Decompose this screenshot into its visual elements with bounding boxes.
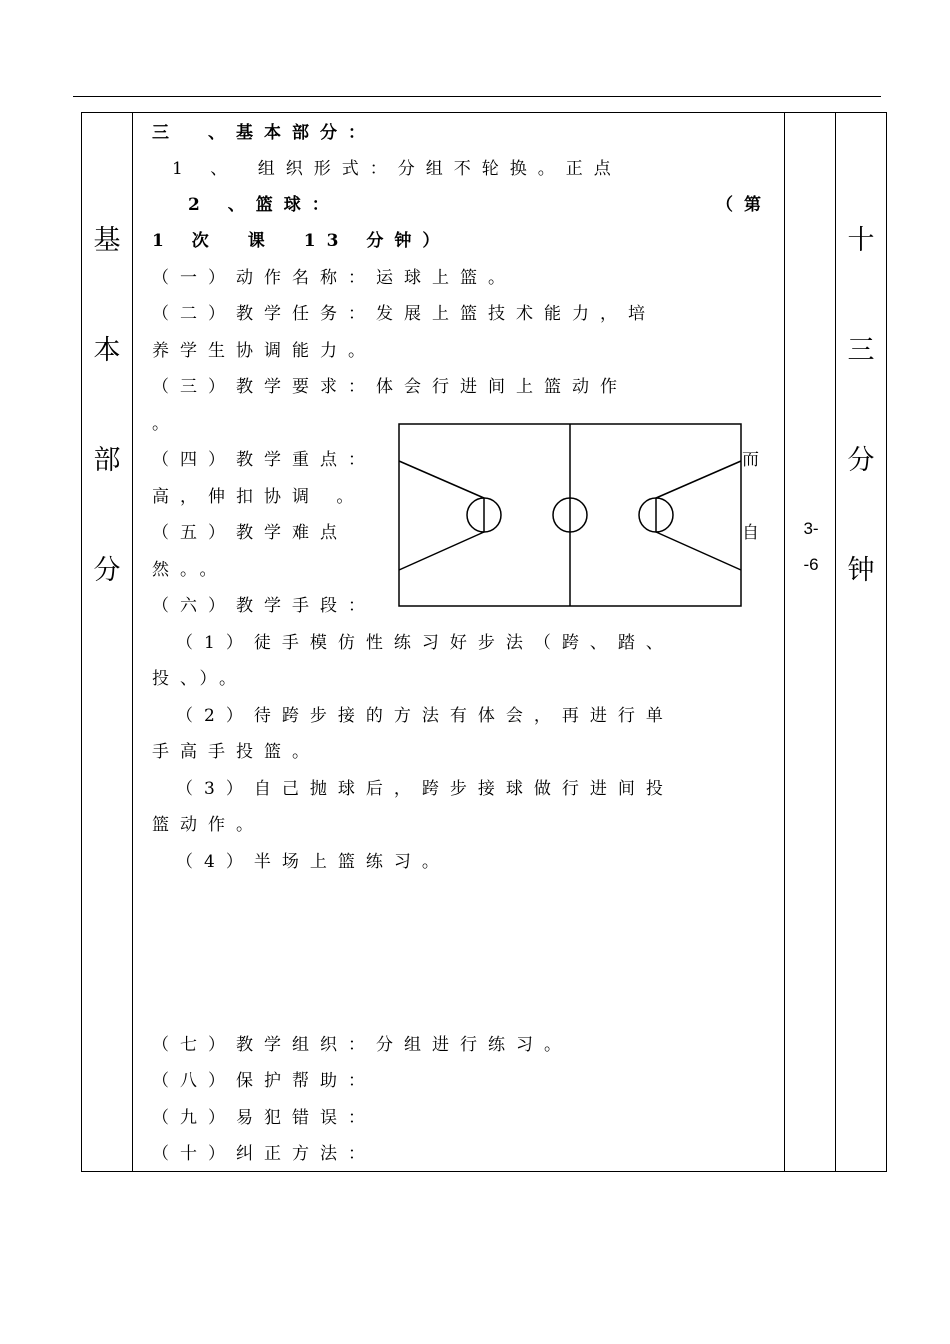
item-difficulty: （五）教学难点 bbox=[152, 523, 348, 543]
item-action-name: （一）动作名称：运球上篮。 bbox=[152, 268, 516, 288]
step-4: （4）半场上篮练习。 bbox=[176, 852, 450, 872]
step-3: （3）自己抛球后，跨步接球做行进间投 bbox=[176, 779, 674, 799]
topic-lesson-open: （第 bbox=[716, 195, 772, 215]
item-correction: （十）纠正方法： bbox=[152, 1144, 376, 1164]
item-means: （六）教学手段： bbox=[152, 596, 376, 616]
item-key-point-cont: 高，伸扣协调 。 bbox=[152, 487, 365, 507]
column-divider bbox=[132, 113, 133, 1171]
section-heading: 三 、基本部分： bbox=[152, 123, 376, 143]
duration-char: 十 bbox=[847, 225, 875, 256]
duration-char: 三 bbox=[847, 335, 875, 366]
step-1-cont: 投、）。 bbox=[152, 669, 247, 689]
item-difficulty-cont: 然。。 bbox=[152, 560, 228, 580]
item-requirement: （三）教学要求：体会行进间上篮动作 bbox=[152, 377, 628, 397]
org-form: 1 、 组织形式：分组不轮换。正点 bbox=[172, 159, 622, 179]
intensity-value: 3- bbox=[803, 519, 819, 538]
section-label-char: 基 bbox=[93, 225, 121, 256]
lesson-info: 1 次 课 13 分钟） bbox=[152, 231, 451, 251]
item-common-errors: （九）易犯错误： bbox=[152, 1108, 376, 1128]
item-key-point: （四）教学重点： bbox=[152, 450, 376, 470]
step-3-cont: 篮动作。 bbox=[152, 815, 264, 835]
topic-title: 2 、篮球： bbox=[188, 195, 340, 215]
item-task-cont: 养学生协调能力。 bbox=[152, 341, 376, 361]
item-difficulty-end: 自 bbox=[742, 523, 770, 543]
duration-char: 钟 bbox=[847, 555, 875, 586]
column-divider bbox=[835, 113, 836, 1171]
step-2-cont: 手高手投篮。 bbox=[152, 742, 320, 762]
lesson-table bbox=[81, 112, 887, 1172]
duration-char: 分 bbox=[847, 445, 875, 476]
item-organization: （七）教学组织：分组进行练习。 bbox=[152, 1035, 572, 1055]
item-key-point-end: 而 bbox=[742, 450, 770, 470]
item-task: （二）教学任务：发展上篮技术能力，培 bbox=[152, 304, 656, 324]
item-protection: （八）保护帮助： bbox=[152, 1071, 376, 1091]
item-requirement-cont: 。 bbox=[152, 414, 180, 434]
header-rule bbox=[73, 96, 881, 97]
basketball-court-diagram bbox=[398, 423, 744, 609]
section-label-char: 本 bbox=[93, 335, 121, 366]
section-label-char: 分 bbox=[93, 555, 121, 586]
section-label-char: 部 bbox=[93, 445, 121, 476]
step-2: （2）待跨步接的方法有体会，再进行单 bbox=[176, 706, 674, 726]
intensity-value: -6 bbox=[803, 555, 819, 574]
step-1: （1）徒手模仿性练习好步法（跨、踏、 bbox=[176, 633, 674, 653]
